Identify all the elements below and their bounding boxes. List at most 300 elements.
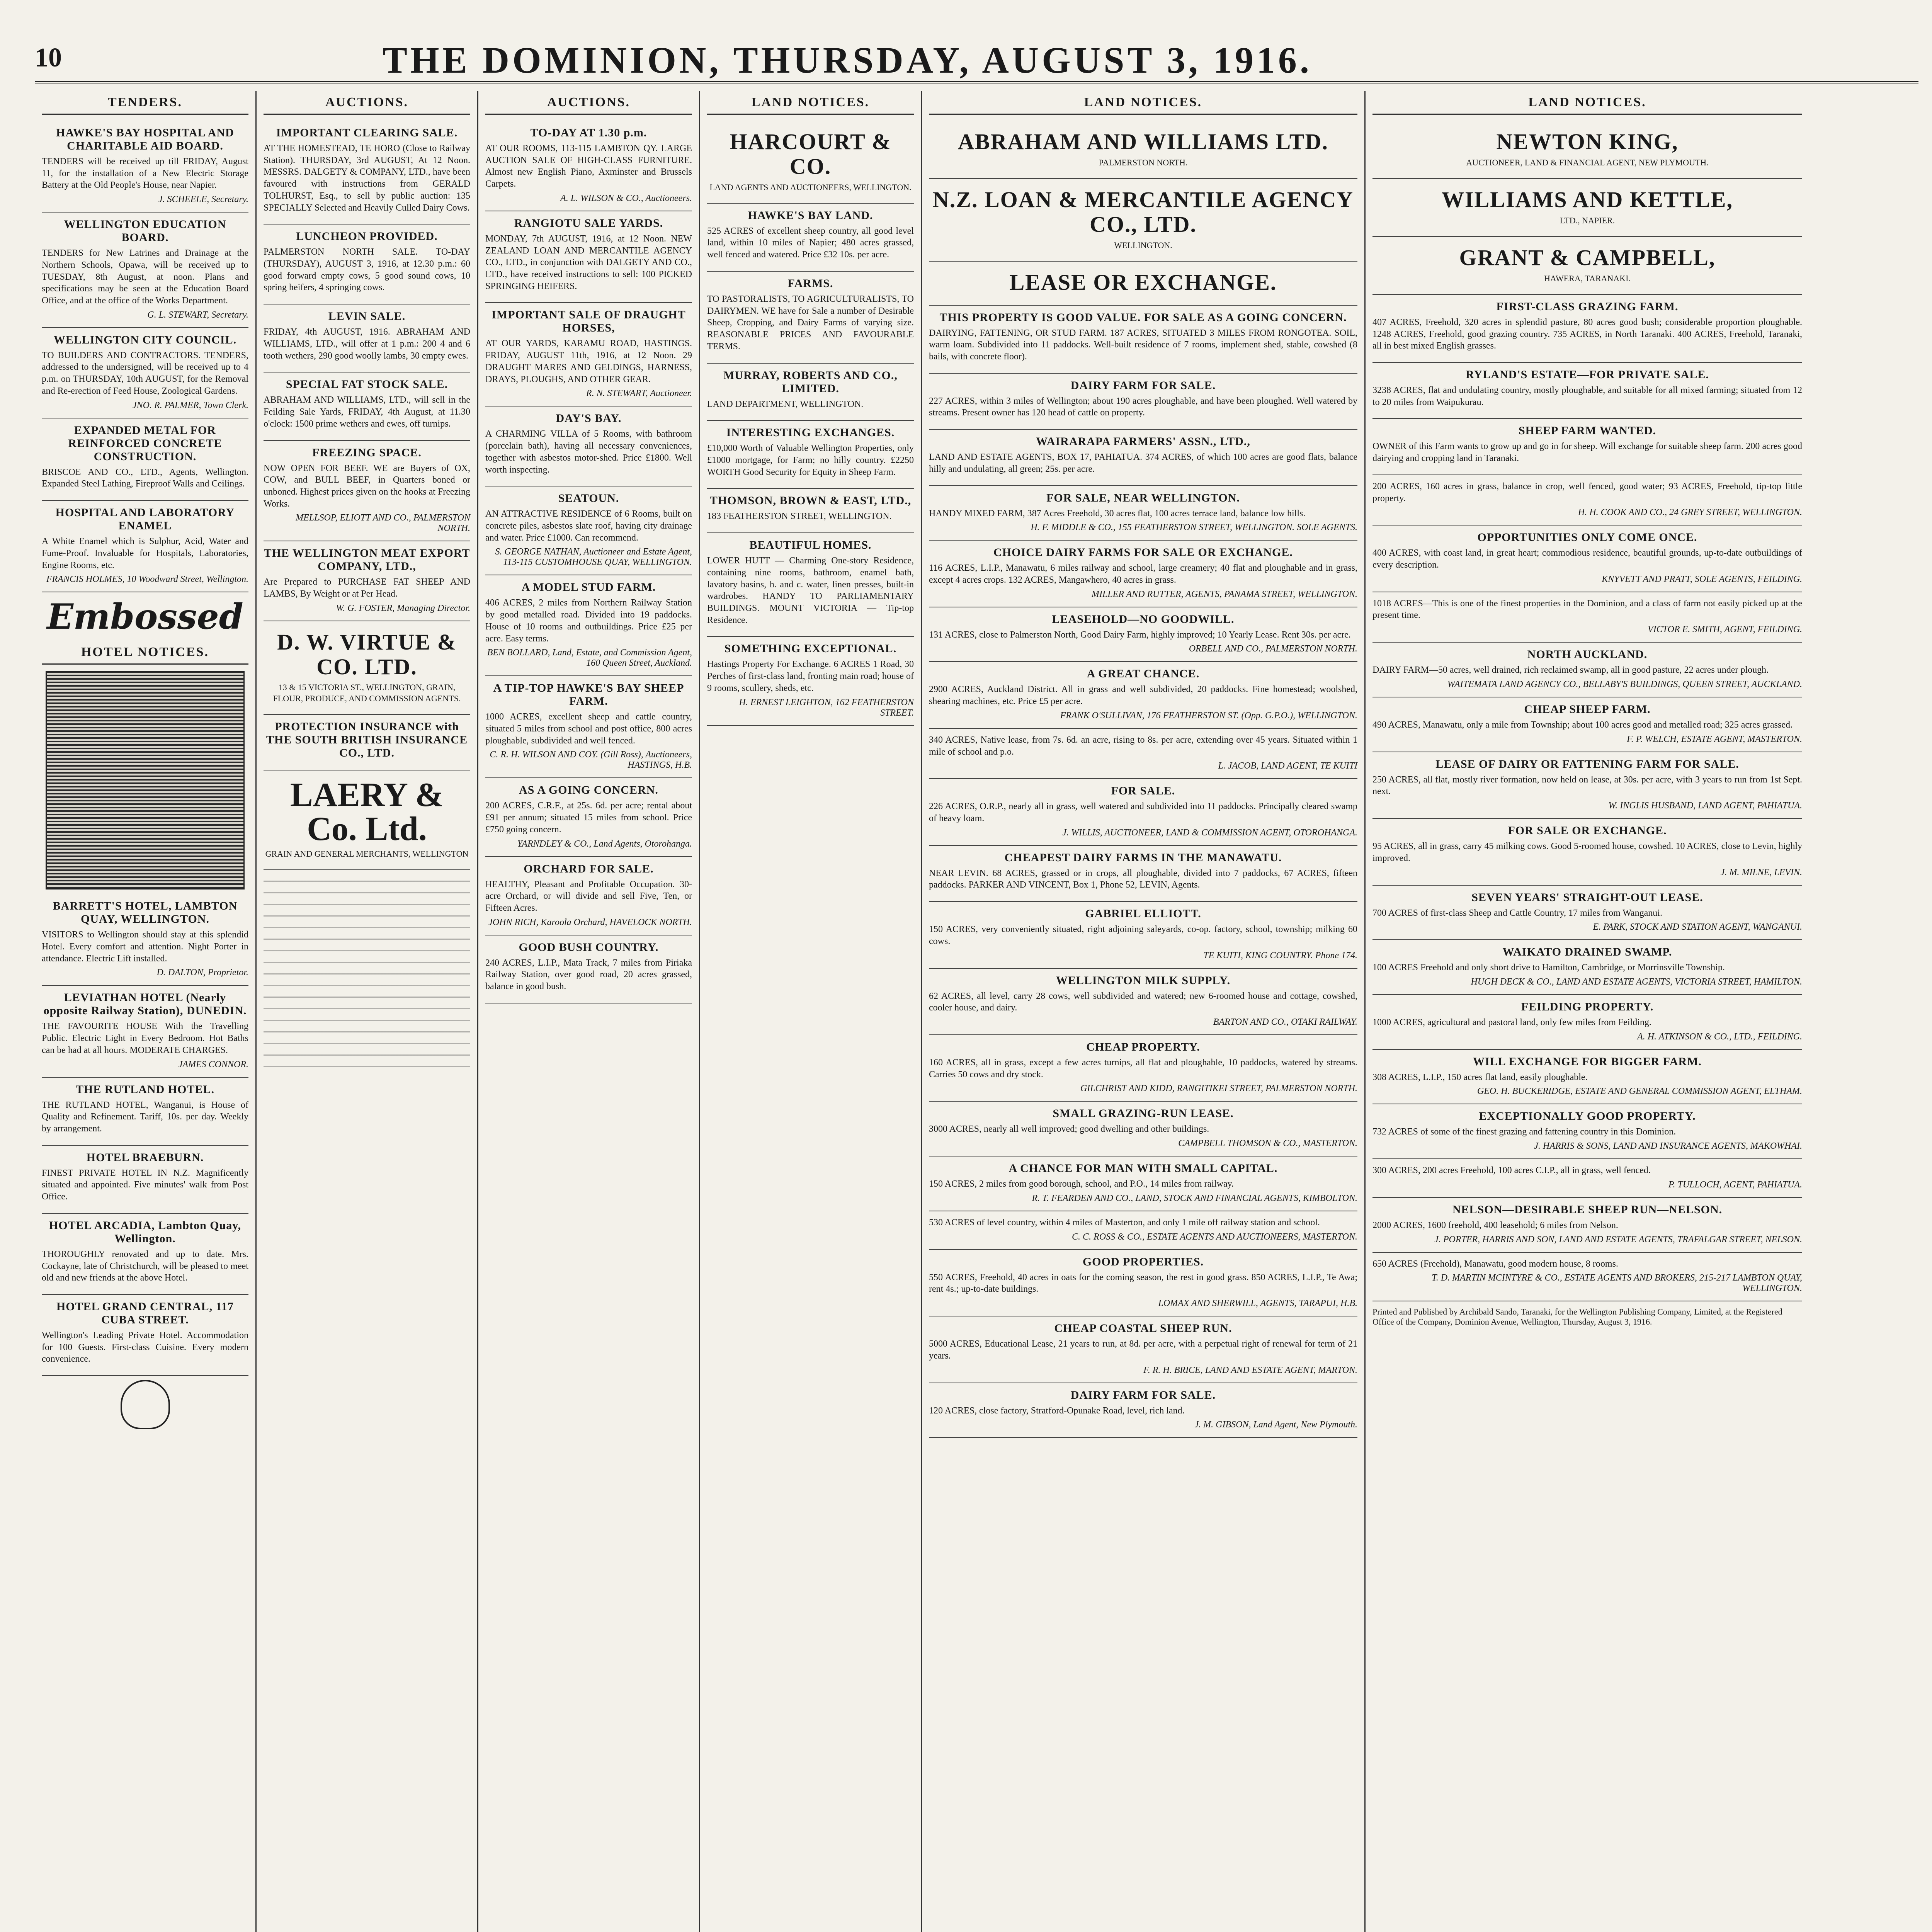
ad-title: RYLAND'S ESTATE—FOR PRIVATE SALE. xyxy=(1466,368,1709,381)
ad-title: HAWKE'S BAY HOSPITAL AND CHARITABLE AID BOARD. xyxy=(56,126,234,152)
ad-title: NORTH AUCKLAND. xyxy=(1527,648,1648,661)
ad-body: FRIDAY, 4th AUGUST, 1916. ABRAHAM AND WILLIAMS, LTD., will offer at 1 p.m.: 200 4 and 6 tooth wethers, 290 good woolly lambs, 30 empty ewes. xyxy=(264,327,470,361)
ad-title: A MODEL STUD FARM. xyxy=(521,581,656,594)
ad-body: 1000 ACRES, excellent sheep and cattle country, situated 5 miles from school and post office, 800 acres ploughable, subdivided and well fenced. xyxy=(485,712,692,746)
ad-signature: G. L. STEWART, Secretary. xyxy=(147,310,248,320)
ad-title: TO-DAY AT 1.30 p.m. xyxy=(530,126,647,139)
ad-harcourt xyxy=(707,121,914,204)
ad-body: NOW OPEN FOR BEEF. WE are Buyers of OX, COW, and BULL BEEF, in Quarters boned or unboned. Highest prices given on the hooks at Freezing Works. xyxy=(264,463,470,509)
ad-title: HAWKE'S BAY LAND. xyxy=(748,209,873,222)
ad-body: DAIRYING, FATTENING, OR STUD FARM. 187 ACRES, SITUATED 3 MILES FROM RONGOTEA. SOIL, warm loam. Subdivided into 11 paddocks. Well-built residence of 7 rooms, implement shed, stable, cowshed (8 bails, with concrete floor). xyxy=(929,328,1357,362)
advertisement xyxy=(929,779,1357,845)
advertisement xyxy=(1372,419,1802,475)
ad-signature: ORBELL AND CO., PALMERSTON NORTH. xyxy=(1189,644,1357,654)
advertisement xyxy=(929,1316,1357,1383)
ad-body: HEALTHY, Pleasant and Profitable Occupation. 30-acre Orchard, or will divide and sell Five, Ten, or Fifteen Acres. xyxy=(485,879,692,913)
advertisement xyxy=(42,418,248,501)
virtue-name: D. W. VIRTUE & CO. LTD. xyxy=(277,629,457,679)
ad-body: Wellington's Leading Private Hotel. Accommodation for 100 Guests. First-class Cuisine. Every modern convenience. xyxy=(42,1330,248,1364)
ad-signature: YARNDLEY & CO., Land Agents, Otorohanga. xyxy=(517,838,692,849)
ad-body: 160 ACRES, all in grass, except a few acres turnips, all flat and ploughable, 10 paddocks, watered by streams. Carries 50 cows and dry stock. xyxy=(929,1058,1357,1080)
ad-title: A CHANCE FOR MAN WITH SMALL CAPITAL. xyxy=(1009,1162,1278,1175)
advertisement xyxy=(42,986,248,1077)
ad-body: BRISCOE AND CO., LTD., Agents, Wellington. Expanded Steel Lathing, Fireproof Walls and Ceilings. xyxy=(42,467,248,489)
advertisement xyxy=(707,533,914,637)
advertisement xyxy=(485,778,692,857)
ad-title: ORCHARD FOR SALE. xyxy=(524,862,654,875)
ad-body: 732 ACRES of some of the finest grazing and fattening country in this Dominion. xyxy=(1372,1127,1676,1137)
ad-newton-king xyxy=(1372,121,1802,179)
ad-body: 308 ACRES, L.I.P., 150 acres flat land, easily ploughable. xyxy=(1372,1072,1588,1082)
ad-virtue xyxy=(264,621,470,715)
ad-title: LEASEHOLD—NO GOODWILL. xyxy=(1052,612,1235,626)
ad-title: IMPORTANT CLEARING SALE. xyxy=(276,126,458,139)
ad-signature: HUGH DECK & CO., LAND AND ESTATE AGENTS, VICTORIA STREET, HAMILTON. xyxy=(1471,976,1802,987)
ad-body: THOROUGHLY renovated and up to date. Mrs. Cockayne, late of Christchurch, will be pleased to meet old and new friends at the above Hotel. xyxy=(42,1249,248,1283)
nzloan-sub: WELLINGTON. xyxy=(1114,240,1172,250)
column-auctions-2 xyxy=(478,91,700,1932)
ad-body: 2000 ACRES, 1600 freehold, 400 leasehold; 6 miles from Nelson. xyxy=(1372,1220,1618,1230)
ad-body: A CHARMING VILLA of 5 Rooms, with bathroom (porcelain bath), having all necessary conveniences, together with asbestos motor-shed. Price £1800. Well worth inspecting. xyxy=(485,429,692,475)
ad-body: 183 FEATHERSTON STREET, WELLINGTON. xyxy=(707,511,892,522)
column-heading: TENDERS. xyxy=(42,91,248,115)
ad-body: 1000 ACRES, agricultural and pastoral land, only few miles from Feilding. xyxy=(1372,1017,1651,1027)
ad-body: 700 ACRES of first-class Sheep and Cattle Country, 17 miles from Wanganui. xyxy=(1372,908,1662,918)
ad-body: 5000 ACRES, Educational Lease, 21 years to run, at 8d. per acre, with a perpetual right of renewal for term of 21 years. xyxy=(929,1339,1357,1361)
ad-signature: WAITEMATA LAND AGENCY CO., BELLABY'S BUILDINGS, QUEEN STREET, AUCKLAND. xyxy=(1447,679,1802,689)
advertisement xyxy=(929,1102,1357,1156)
ad-title: SEVEN YEARS' STRAIGHT-OUT LEASE. xyxy=(1471,891,1703,904)
column-heading: LAND NOTICES. xyxy=(707,91,914,115)
ad-title: LEVIN SALE. xyxy=(328,310,406,323)
advertisement xyxy=(42,501,248,592)
ad-title: HOTEL ARCADIA, Lambton Quay, Wellington. xyxy=(49,1219,242,1245)
ad-title: DAY'S BAY. xyxy=(556,412,622,425)
advertisement xyxy=(929,1211,1357,1250)
ad-title: WELLINGTON CITY COUNCIL. xyxy=(53,333,237,346)
nzloan-name: N.Z. LOAN & MERCANTILE AGENCY CO., LTD. xyxy=(932,187,1354,237)
column-tenders xyxy=(35,91,257,1932)
advertisement xyxy=(42,121,248,213)
ad-signature: C. R. H. WILSON AND COY. (Gill Ross), Auctioneers, HASTINGS, H.B. xyxy=(490,750,692,770)
ad-body: 2900 ACRES, Auckland District. All in grass and well subdivided, 20 paddocks. Fine homestead; woolshed, shearing machines, etc. Price £5 per acre. xyxy=(929,684,1357,707)
ad-body: 3000 ACRES, nearly all well improved; good dwelling and other buildings. xyxy=(929,1124,1209,1134)
ad-signature: BARTON AND CO., OTAKI RAILWAY. xyxy=(1213,1017,1357,1027)
ad-title: HOTEL GRAND CENTRAL, 117 CUBA STREET. xyxy=(56,1300,234,1326)
ad-signature: FRANK O'SULLIVAN, 176 FEATHERSTON ST. (Opp. G.P.O.), WELLINGTON. xyxy=(1060,710,1357,721)
advertisement xyxy=(929,374,1357,430)
advertisement xyxy=(707,204,914,272)
ad-body: 550 ACRES, Freehold, 40 acres in oats for the coming season, the rest in good grass. 850 ACRES, L.I.P., Te Awa; rent 4s.; up-to-date buildings. xyxy=(929,1272,1357,1294)
ad-title: CHEAP COASTAL SHEEP RUN. xyxy=(1054,1322,1232,1335)
ad-title: RANGIOTU SALE YARDS. xyxy=(514,216,663,230)
ad-title: BARRETT'S HOTEL, LAMBTON QUAY, WELLINGTON. xyxy=(53,900,238,926)
ad-signature: D. DALTON, Proprietor. xyxy=(156,968,248,978)
ad-body: NEAR LEVIN. 68 ACRES, grassed or in crops, all ploughable, divided into 7 paddocks, 67 ACRES, fifteen paddocks. PARKER AND VINCENT, Box 1, Phone 52, LEVIN, Agents. xyxy=(929,868,1357,890)
ad-williams-kettle xyxy=(1372,179,1802,237)
ad-body: 226 ACRES, O.R.P., nearly all in grass, well watered and subdivided into 11 paddocks. Principally cleared swamp of heavy loam. xyxy=(929,801,1357,823)
ad-title: HOSPITAL AND LABORATORY ENAMEL xyxy=(55,506,235,532)
laery-sub: GRAIN AND GENERAL MERCHANTS, WELLINGTON xyxy=(265,849,469,859)
ad-title: SMALL GRAZING-RUN LEASE. xyxy=(1053,1107,1234,1120)
ad-body: Are Prepared to PURCHASE FAT SHEEP AND LAMBS, By Weight or at Per Head. xyxy=(264,577,470,599)
ad-title: FREEZING SPACE. xyxy=(312,446,422,459)
ad-signature: A. L. WILSON & CO., Auctioneers. xyxy=(560,193,692,203)
ad-title: SPECIAL FAT STOCK SALE. xyxy=(286,378,448,391)
ad-signature: J. M. GIBSON, Land Agent, New Plymouth. xyxy=(1194,1420,1357,1430)
columns xyxy=(35,91,1918,1932)
ad-signature: GEO. H. BUCKERIDGE, ESTATE AND GENERAL COMMISSION AGENT, ELTHAM. xyxy=(1477,1086,1802,1097)
ad-body: £10,000 Worth of Valuable Wellington Properties, only £1000 mortgage, for Farm; no hilly country. £2250 WORTH Good Security for Equity in Sheep Farm. xyxy=(707,443,914,477)
ad-body: TENDERS for New Latrines and Drainage at the Northern Schools, Opawa, will be received up to TUESDAY, 8th August, at noon. Plans and specifications may be seen at the Education Board Office, and at the office of the Works Department. xyxy=(42,248,248,306)
ad-body: 340 ACRES, Native lease, from 7s. 6d. an acre, rising to 8s. per acre, extending over 45 years. Situated within 1 mile of school and p.o. xyxy=(929,735,1357,757)
ad-title: GOOD BUSH COUNTRY. xyxy=(519,940,659,954)
ad-signature: KNYVETT AND PRATT, SOLE AGENTS, FEILDING. xyxy=(1602,574,1802,584)
ad-body: THE RUTLAND HOTEL, Wanganui, is House of Quality and Refinement. Tariff, 10s. per day. Weekly by arrangement. xyxy=(42,1100,248,1134)
advertisement xyxy=(929,969,1357,1035)
ad-protection xyxy=(264,715,470,770)
advertisement xyxy=(485,211,692,303)
ad-body: AT THE HOMESTEAD, TE HORO (Close to Railway Station). THURSDAY, 3rd AUGUST, At 12 Noon. MESSRS. DALGETY & COMPANY, LTD., have been favoured with instructions from GERALD TOLHURST, Esq., to sell by public auction: 135 SPECIALLY Selected and Heavily Culled Dairy Cows. xyxy=(264,143,470,213)
ad-title: FOR SALE OR EXCHANGE. xyxy=(1508,824,1667,837)
ad-body: 3238 ACRES, flat and undulating country, mostly ploughable, and suitable for all mixed farming; situated from 12 to 20 miles from Waipukurau. xyxy=(1372,385,1802,407)
ad-body: 200 ACRES, 160 acres in grass, balance in crop, well fenced, good water; 93 ACRES, Freehold, tip-top little property. xyxy=(1372,481,1802,503)
ad-title: GOOD PROPERTIES. xyxy=(1082,1255,1204,1268)
ad-nzloan xyxy=(929,179,1357,262)
column-land-2 xyxy=(922,91,1366,1932)
column-heading: AUCTIONS. xyxy=(264,91,470,115)
ad-laery xyxy=(264,770,470,870)
ad-title: A GREAT CHANCE. xyxy=(1087,667,1200,680)
ad-title: CHEAP PROPERTY. xyxy=(1086,1041,1200,1054)
ad-title: EXPANDED METAL FOR REINFORCED CONCRETE CONSTRUCTION. xyxy=(68,423,222,463)
text-filler xyxy=(264,874,470,1067)
advertisement xyxy=(929,729,1357,779)
ad-signature: H. F. MIDDLE & CO., 155 FEATHERSTON STREET, WELLINGTON. SOLE AGENTS. xyxy=(1031,522,1357,533)
advertisement xyxy=(929,486,1357,541)
ad-lease xyxy=(929,262,1357,306)
advertisement xyxy=(1372,697,1802,752)
ad-title: DAIRY FARM FOR SALE. xyxy=(1070,379,1216,392)
imprint: Printed and Published by Archibald Sando, Taranaki, for the Wellington Publishing Company, Limited, at the Registered Office of the Company, Dominion Avenue, Wellington, Thursday, August 3, 1916. xyxy=(1372,1307,1782,1327)
ad-body: TO PASTORALISTS, TO AGRICULTURALISTS, TO DAIRYMEN. WE have for Sale a number of Desirable Sheep, Cropping, and Dairy Farms of varying size. REASONABLE PRICES AND FAVOURABLE TERMS. xyxy=(707,294,914,352)
ad-body: THE FAVOURITE HOUSE With the Travelling Public. Electric Light in Every Bedroom. Hot Baths can be had at all hours. MODERATE CHARGES. xyxy=(42,1021,248,1055)
ad-title: EXCEPTIONALLY GOOD PROPERTY. xyxy=(1479,1110,1696,1123)
advertisement xyxy=(707,489,914,533)
advertisement xyxy=(1372,1159,1802,1198)
advertisement xyxy=(1372,752,1802,819)
advertisement xyxy=(264,304,470,372)
advertisement xyxy=(485,406,692,486)
advertisement xyxy=(1372,940,1802,995)
ad-body: 131 ACRES, close to Palmerston North, Good Dairy Farm, highly improved; 10 Yearly Lease. Rent 30s. per acre. xyxy=(929,629,1351,640)
ad-body: Hastings Property For Exchange. 6 ACRES 1 Road, 30 Perches of first-class land, fronting main road; house of 9 rooms, scullery, sheds, etc. xyxy=(707,659,914,693)
gc-sub: HAWERA, TARANAKI. xyxy=(1544,273,1631,283)
ad-title: WAIRARAPA FARMERS' ASSN., LTD., xyxy=(1036,435,1250,448)
advertisement xyxy=(42,213,248,328)
advertisement xyxy=(1372,295,1802,363)
ad-title: FOR SALE. xyxy=(1111,784,1175,798)
ad-body: HANDY MIXED FARM, 387 Acres Freehold, 30 acres flat, 100 acres terrace land, balance low hills. xyxy=(929,508,1306,519)
ad-body: 62 ACRES, all level, carry 28 cows, well subdivided and watered; new 6-roomed house and cottage, cowshed, cooler house, and dairy. xyxy=(929,991,1357,1013)
advertisement xyxy=(929,902,1357,968)
ad-signature: H. H. COOK AND CO., 24 GREY STREET, WELLINGTON. xyxy=(1578,507,1802,518)
ad-title: HOTEL BRAEBURN. xyxy=(86,1151,204,1164)
ad-signature: W. G. FOSTER, Managing Director. xyxy=(336,603,470,613)
ad-title: SOMETHING EXCEPTIONAL. xyxy=(724,642,897,655)
advertisement xyxy=(42,1146,248,1214)
advertisement xyxy=(42,328,248,418)
ad-title: WILL EXCHANGE FOR BIGGER FARM. xyxy=(1473,1055,1702,1068)
ad-title: FOR SALE, NEAR WELLINGTON. xyxy=(1046,491,1240,504)
ad-signature: JOHN RICH, Karoola Orchard, HAVELOCK NORTH. xyxy=(488,917,692,927)
advertisement xyxy=(1372,526,1802,592)
ad-title: OPPORTUNITIES ONLY COME ONCE. xyxy=(1477,531,1697,544)
ad-body: DAIRY FARM—50 acres, well drained, rich reclaimed swamp, all in good pasture, 22 acres under plough. xyxy=(1372,665,1769,675)
advertisement xyxy=(264,441,470,542)
harcourt-sub: LAND AGENTS AND AUCTIONEERS, WELLINGTON. xyxy=(709,182,912,192)
gc-name: GRANT & CAMPBELL, xyxy=(1459,245,1716,270)
column-heading: AUCTIONS. xyxy=(485,91,692,115)
ad-body: MONDAY, 7th AUGUST, 1916, at 12 Noon. NEW ZEALAND LOAN AND MERCANTILE AGENCY CO., LTD., in conjunction with DALGETY AND CO., LTD., have received instructions to sell: 100 PICKED SPRINGING HEIFERS. xyxy=(485,233,692,291)
ad-body: 227 ACRES, within 3 miles of Wellington; about 190 acres ploughable, and have been ploughed. Well watered by streams. Present owner has 120 head of cattle on property. xyxy=(929,396,1357,418)
ad-title: FARMS. xyxy=(787,277,833,290)
ad-signature: J. M. MILNE, LEVIN. xyxy=(1720,867,1802,878)
column-land-1 xyxy=(700,91,922,1932)
ad-signature: LOMAX AND SHERWILL, AGENTS, TARAPUI, H.B. xyxy=(1158,1298,1357,1309)
ad-signature: H. ERNEST LEIGHTON, 162 FEATHERSTON STREET. xyxy=(739,697,914,718)
ad-body: LAND AND ESTATE AGENTS, BOX 17, PAHIATUA. 374 ACRES, of which 100 acres are good flats, balance hilly and undulating, all green; 25s. per acre. xyxy=(929,452,1357,474)
ad-body: AN ATTRACTIVE RESIDENCE of 6 Rooms, built on concrete piles, asbestos slate roof, having city drainage and water. Price £1000. Can recommend. xyxy=(485,509,692,543)
ad-signature: L. JACOB, LAND AGENT, TE KUITI xyxy=(1218,761,1357,771)
abraham-sub: PALMERSTON NORTH. xyxy=(1099,157,1188,167)
ad-signature: J. PORTER, HARRIS AND SON, LAND AND ESTATE AGENTS, TRAFALGAR STREET, NELSON. xyxy=(1434,1234,1802,1245)
ad-body: 200 ACRES, C.R.F., at 25s. 6d. per acre; rental about £91 per annum; situated 15 miles from school. Price £750 going concern. xyxy=(485,801,692,835)
ad-body: AT OUR YARDS, KARAMU ROAD, HASTINGS. FRIDAY, AUGUST 11th, 1916, at 12 Noon. 29 DRAUGHT MARES AND GELDINGS, HARNESS, DRAYS, PLOUGHS, AND OTHER GEAR. xyxy=(485,338,692,384)
advertisement xyxy=(264,121,470,224)
ad-body: 120 ACRES, close factory, Stratford-Opunake Road, level, rich land. xyxy=(929,1405,1185,1416)
ad-signature: JNO. R. PALMER, Town Clerk. xyxy=(132,400,248,410)
ad-body: 150 ACRES, 2 miles from good borough, school, and P.O., 14 miles from railway. xyxy=(929,1179,1234,1189)
advertisement xyxy=(485,857,692,935)
ad-title: CHEAP SHEEP FARM. xyxy=(1524,702,1651,716)
ad-body: AT OUR ROOMS, 113-115 LAMBTON QY. LARGE AUCTION SALE OF HIGH-CLASS FURNITURE. Almost new English Piano, Axminster and Brussels Carpets. xyxy=(485,143,692,189)
ad-title: AS A GOING CONCERN. xyxy=(519,784,658,797)
ad-title: A TIP-TOP HAWKE'S BAY SHEEP FARM. xyxy=(493,682,684,708)
ad-title: THIS PROPERTY IS GOOD VALUE. FOR SALE AS A GOING CONCERN. xyxy=(939,311,1347,324)
ad-title: GABRIEL ELLIOTT. xyxy=(1085,907,1201,920)
advertisement xyxy=(264,541,470,621)
ad-signature: MILLER AND RUTTER, AGENTS, PANAMA STREET, WELLINGTON. xyxy=(1091,589,1357,599)
masthead xyxy=(35,35,1918,83)
ad-title: INTERESTING EXCHANGES. xyxy=(726,426,895,439)
ad-title: WELLINGTON MILK SUPPLY. xyxy=(1056,974,1231,987)
ad-body: 525 ACRES of excellent sheep country, all good level land, within 10 miles of Napier; 480 acres grassed, well fenced and watered. Price £32 10s. per acre. xyxy=(707,226,914,260)
ad-signature: JAMES CONNOR. xyxy=(178,1059,248,1070)
advertisement xyxy=(929,1250,1357,1316)
ad-body: TENDERS will be received up till FRIDAY, August 11, for the installation of a New Electric Storage Battery at the Old People's House, near Napier. xyxy=(42,156,248,190)
advertisement xyxy=(1372,1050,1802,1105)
advertisement xyxy=(929,430,1357,486)
advertisement xyxy=(1372,475,1802,526)
advertisement xyxy=(1372,1198,1802,1253)
advertisement xyxy=(485,676,692,778)
ad-body: LAND DEPARTMENT, WELLINGTON. xyxy=(707,399,864,409)
hotel-heading: HOTEL NOTICES. xyxy=(42,641,248,665)
wk-sub: LTD., NAPIER. xyxy=(1560,215,1615,225)
column-land-3 xyxy=(1366,91,1809,1932)
ad-body: 116 ACRES, L.I.P., Manawatu, 6 miles railway and school, large creamery; 40 flat and ploughable and in grass, except 4 acres crops. 132 ACRES, Mangawhero, 40 acres in grass. xyxy=(929,563,1357,585)
advertisement xyxy=(42,1295,248,1376)
ad-body: LOWER HUTT — Charming One-story Residence, containing nine rooms, bathroom, enamel bath, lavatory basins, h. and c. water, linen presses, built-in wardrobes. HANDY TO PARLIAMENTARY BUILDINGS. MOUNT VICTORIA — Tip-top Residence. xyxy=(707,556,914,625)
ad-body: FINEST PRIVATE HOTEL IN N.Z. Magnificently situated and appointed. Five minutes' walk from Post Office. xyxy=(42,1168,248,1202)
advertisement xyxy=(929,1035,1357,1102)
ad-signature: T. D. MARTIN MCINTYRE & CO., ESTATE AGENTS AND BROKERS, 215-217 LAMBTON QUAY, WELLINGTON. xyxy=(1432,1273,1802,1294)
advertisement xyxy=(264,224,470,304)
page-number: 10 xyxy=(35,43,62,73)
advertisement xyxy=(929,846,1357,902)
advertisement xyxy=(485,575,692,676)
virtue-sub: 13 & 15 VICTORIA ST., WELLINGTON, GRAIN, FLOUR, PRODUCE, AND COMMISSION AGENTS. xyxy=(273,682,461,703)
ad-title: THE RUTLAND HOTEL. xyxy=(76,1083,214,1096)
advertisement xyxy=(1372,592,1802,643)
advertisement xyxy=(929,1383,1357,1438)
advertisement xyxy=(485,486,692,575)
newton-name: NEWTON KING, xyxy=(1496,129,1679,154)
ad-body: A White Enamel which is Sulphur, Acid, Water and Fume-Proof. Invaluable for Hospitals, Laboratories, Engine Rooms, etc. xyxy=(42,536,248,570)
column-heading: LAND NOTICES. xyxy=(929,91,1357,115)
advertisement xyxy=(1372,1104,1802,1159)
ad-body: 400 ACRES, with coast land, in great heart; commodious residence, beautiful grounds, up-to-date outbuildings of every description. xyxy=(1372,548,1802,570)
ad-signature: E. PARK, STOCK AND STATION AGENT, WANGANUI. xyxy=(1593,922,1802,932)
ad-title: THE WELLINGTON MEAT EXPORT COMPANY, LTD., xyxy=(264,547,470,573)
ad-signature: P. TULLOCH, AGENT, PAHIATUA. xyxy=(1668,1179,1802,1190)
ad-body: VISITORS to Wellington should stay at this splendid Hotel. Every comfort and attention. Night Porter in attendance. Electric Lift installed. xyxy=(42,930,248,964)
ad-abraham xyxy=(929,121,1357,179)
ad-title: WAIKATO DRAINED SWAMP. xyxy=(1502,946,1672,959)
advertisement xyxy=(485,303,692,406)
advertisement xyxy=(929,541,1357,607)
hotel-engraving xyxy=(46,671,245,889)
ad-title: THOMSON, BROWN & EAST, LTD., xyxy=(709,494,912,507)
embossed-logo: Embossed xyxy=(47,596,243,638)
advertisement xyxy=(485,935,692,1003)
ad-title: WELLINGTON EDUCATION BOARD. xyxy=(64,218,226,244)
ad-body: 150 ACRES, very conveniently situated, right adjoining saleyards, co-op. factory, school, township; milking 60 cows. xyxy=(929,924,1357,946)
advertisement xyxy=(42,894,248,986)
ad-signature: S. GEORGE NATHAN, Auctioneer and Estate Agent, 113-115 CUSTOMHOUSE QUAY, WELLINGTON. xyxy=(495,547,692,568)
advertisement xyxy=(42,1214,248,1295)
ad-body: 650 ACRES (Freehold), Manawatu, good modern house, 8 rooms. xyxy=(1372,1259,1618,1269)
advertisement xyxy=(929,662,1357,728)
column-auctions-1 xyxy=(257,91,478,1932)
ad-title: MURRAY, ROBERTS AND CO., LIMITED. xyxy=(723,369,898,395)
ad-signature: C. C. ROSS & CO., ESTATE AGENTS AND AUCTIONEERS, MASTERTON. xyxy=(1072,1231,1357,1242)
ad-signature: J. HARRIS & SONS, LAND AND INSURANCE AGENTS, MAKOWHAI. xyxy=(1534,1141,1802,1151)
ad-body: 240 ACRES, L.I.P., Mata Track, 7 miles from Piriaka Railway Station, over good road, 20 acres grassed, balance in good bush. xyxy=(485,957,692,992)
ad-signature: A. H. ATKINSON & CO., LTD., FEILDING. xyxy=(1637,1031,1802,1042)
column-heading: LAND NOTICES. xyxy=(1372,91,1802,115)
ad-signature: CAMPBELL THOMSON & CO., MASTERTON. xyxy=(1178,1138,1357,1149)
ad-signature: F. R. H. BRICE, LAND AND ESTATE AGENT, MARTON. xyxy=(1143,1365,1357,1375)
advertisement xyxy=(1372,643,1802,697)
wk-name: WILLIAMS AND KETTLE, xyxy=(1442,187,1733,212)
ad-title: CHOICE DAIRY FARMS FOR SALE OR EXCHANGE. xyxy=(993,546,1293,559)
abraham-name: ABRAHAM AND WILLIAMS LTD. xyxy=(958,129,1328,154)
advertisement xyxy=(707,272,914,364)
ad-signature: MELLSOP, ELIOTT AND CO., PALMERSTON NORTH. xyxy=(296,513,470,534)
ad-signature: R. N. STEWART, Auctioneer. xyxy=(586,388,692,399)
advertisement xyxy=(485,121,692,211)
ad-body: 100 ACRES Freehold and only short drive to Hamilton, Cambridge, or Morrinsville Township. xyxy=(1372,963,1725,973)
ad-signature: GILCHRIST AND KIDD, RANGITIKEI STREET, PALMERSTON NORTH. xyxy=(1080,1083,1357,1094)
lease-title: LEASE OR EXCHANGE. xyxy=(1009,269,1277,295)
advertisement xyxy=(929,607,1357,662)
ad-body: 407 ACRES, Freehold, 320 acres in splendid pasture, 80 acres good bush; considerable proportion ploughable. 1248 ACRES, Freehold, good grazing country. 735 ACRES, in North Taranaki. 400 ACRES, Freehold, Taranaki, all in best mixed English grasses. xyxy=(1372,317,1802,351)
ad-title: DAIRY FARM FOR SALE. xyxy=(1070,1388,1216,1401)
coat-of-arms-icon xyxy=(121,1380,170,1429)
advertisement xyxy=(1372,819,1802,885)
advertisement xyxy=(1372,995,1802,1050)
ad-body: TO BUILDERS AND CONTRACTORS. TENDERS, addressed to the undersigned, will be received up to 4 p.m. on THURSDAY, 10th AUGUST, for the Removal and Re-erection of Feed House, Zoological Gardens. xyxy=(42,350,248,396)
ad-signature: VICTOR E. SMITH, AGENT, FEILDING. xyxy=(1647,624,1802,635)
ad-body: ABRAHAM AND WILLIAMS, LTD., will sell in the Feilding Sale Yards, FRIDAY, 4th August, at 11.30 o'clock: 1500 prime wethers and ewes, off turnips. xyxy=(264,395,470,429)
advertisement xyxy=(929,306,1357,374)
advertisement xyxy=(264,372,470,440)
ad-signature: W. INGLIS HUSBAND, LAND AGENT, PAHIATUA. xyxy=(1608,801,1802,811)
advertisement xyxy=(929,1156,1357,1211)
ad-signature: F. P. WELCH, ESTATE AGENT, MASTERTON. xyxy=(1627,734,1802,744)
ad-signature: J. SCHEELE, Secretary. xyxy=(158,194,248,205)
ad-body: 300 ACRES, 200 acres Freehold, 100 acres C.I.P., all in grass, well fenced. xyxy=(1372,1165,1651,1176)
advertisement xyxy=(42,1078,248,1146)
ad-signature: J. WILLIS, AUCTIONEER, LAND & COMMISSION AGENT, OTOROHANGA. xyxy=(1062,827,1357,838)
advertisement xyxy=(1372,1253,1802,1302)
advertisement xyxy=(707,421,914,489)
ad-signature: BEN BOLLARD, Land, Estate, and Commission Agent, 160 Queen Street, Auckland. xyxy=(487,648,692,668)
newspaper-title: THE DOMINION, THURSDAY, AUGUST 3, 1916. xyxy=(383,39,1312,81)
advertisement xyxy=(707,637,914,726)
ad-grant-campbell xyxy=(1372,237,1802,295)
protection-text: PROTECTION INSURANCE with THE SOUTH BRITISH INSURANCE CO., LTD. xyxy=(266,720,468,759)
advertisement xyxy=(1372,363,1802,419)
newton-sub: AUCTIONEER, LAND & FINANCIAL AGENT, NEW PLYMOUTH. xyxy=(1466,157,1709,167)
ad-body: 95 ACRES, all in grass, carry 45 milking cows. Good 5-roomed house, cowshed. 10 ACRES, close to Levin, highly improved. xyxy=(1372,841,1802,863)
ad-title: IMPORTANT SALE OF DRAUGHT HORSES, xyxy=(492,308,686,335)
ad-signature: R. T. FEARDEN AND CO., LAND, STOCK AND FINANCIAL AGENTS, KIMBOLTON. xyxy=(1032,1193,1357,1203)
ad-body: PALMERSTON NORTH SALE. TO-DAY (THURSDAY), AUGUST 3, 1916, at 12.30 p.m.: 60 good forward empty cows, 5 good sound cows, 10 spring heifers, 4 springing cows. xyxy=(264,247,470,293)
ad-body: 490 ACRES, Manawatu, only a mile from Township; about 100 acres good and metalled road; 325 acres grassed. xyxy=(1372,719,1793,730)
laery-name: LAERY & Co. Ltd. xyxy=(290,776,444,848)
ad-title: SHEEP FARM WANTED. xyxy=(1518,424,1656,437)
ad-title: BEAUTIFUL HOMES. xyxy=(749,539,872,552)
harcourt-name: HARCOURT & CO. xyxy=(730,129,891,179)
ad-body: OWNER of this Farm wants to grow up and go in for sheep. Will exchange for suitable sheep farm. 200 acres good dairying and cropping land in Taranaki. xyxy=(1372,441,1802,464)
advertisement xyxy=(707,364,914,421)
ad-title: LUNCHEON PROVIDED. xyxy=(296,230,438,243)
ad-title: FEILDING PROPERTY. xyxy=(1521,1000,1654,1013)
ad-body: 1018 ACRES—This is one of the finest properties in the Dominion, and a class of farm not easily picked up at the present time. xyxy=(1372,598,1802,621)
ad-signature: FRANCIS HOLMES, 10 Woodward Street, Wellington. xyxy=(46,574,248,585)
ad-body: 406 ACRES, 2 miles from Northern Railway Station by good metalled road. Divided into 19 paddocks. House of 10 rooms and outbuildings. Price £25 per acre. Easy terms. xyxy=(485,598,692,644)
ad-title: FIRST-CLASS GRAZING FARM. xyxy=(1496,300,1679,313)
ad-body: 250 ACRES, all flat, mostly river formation, now held on lease, at 30s. per acre, with 3 years to run from 1st Sept. next. xyxy=(1372,774,1802,797)
ad-title: LEVIATHAN HOTEL (Nearly opposite Railway Station), DUNEDIN. xyxy=(43,991,247,1017)
ad-title: CHEAPEST DAIRY FARMS IN THE MANAWATU. xyxy=(1004,851,1282,864)
ad-title: LEASE OF DAIRY OR FATTENING FARM FOR SALE. xyxy=(1435,757,1739,770)
ad-body: 530 ACRES of level country, within 4 miles of Masterton, and only 1 mile off railway station and school. xyxy=(929,1217,1320,1228)
ad-signature: TE KUITI, KING COUNTRY. Phone 174. xyxy=(1203,950,1357,961)
